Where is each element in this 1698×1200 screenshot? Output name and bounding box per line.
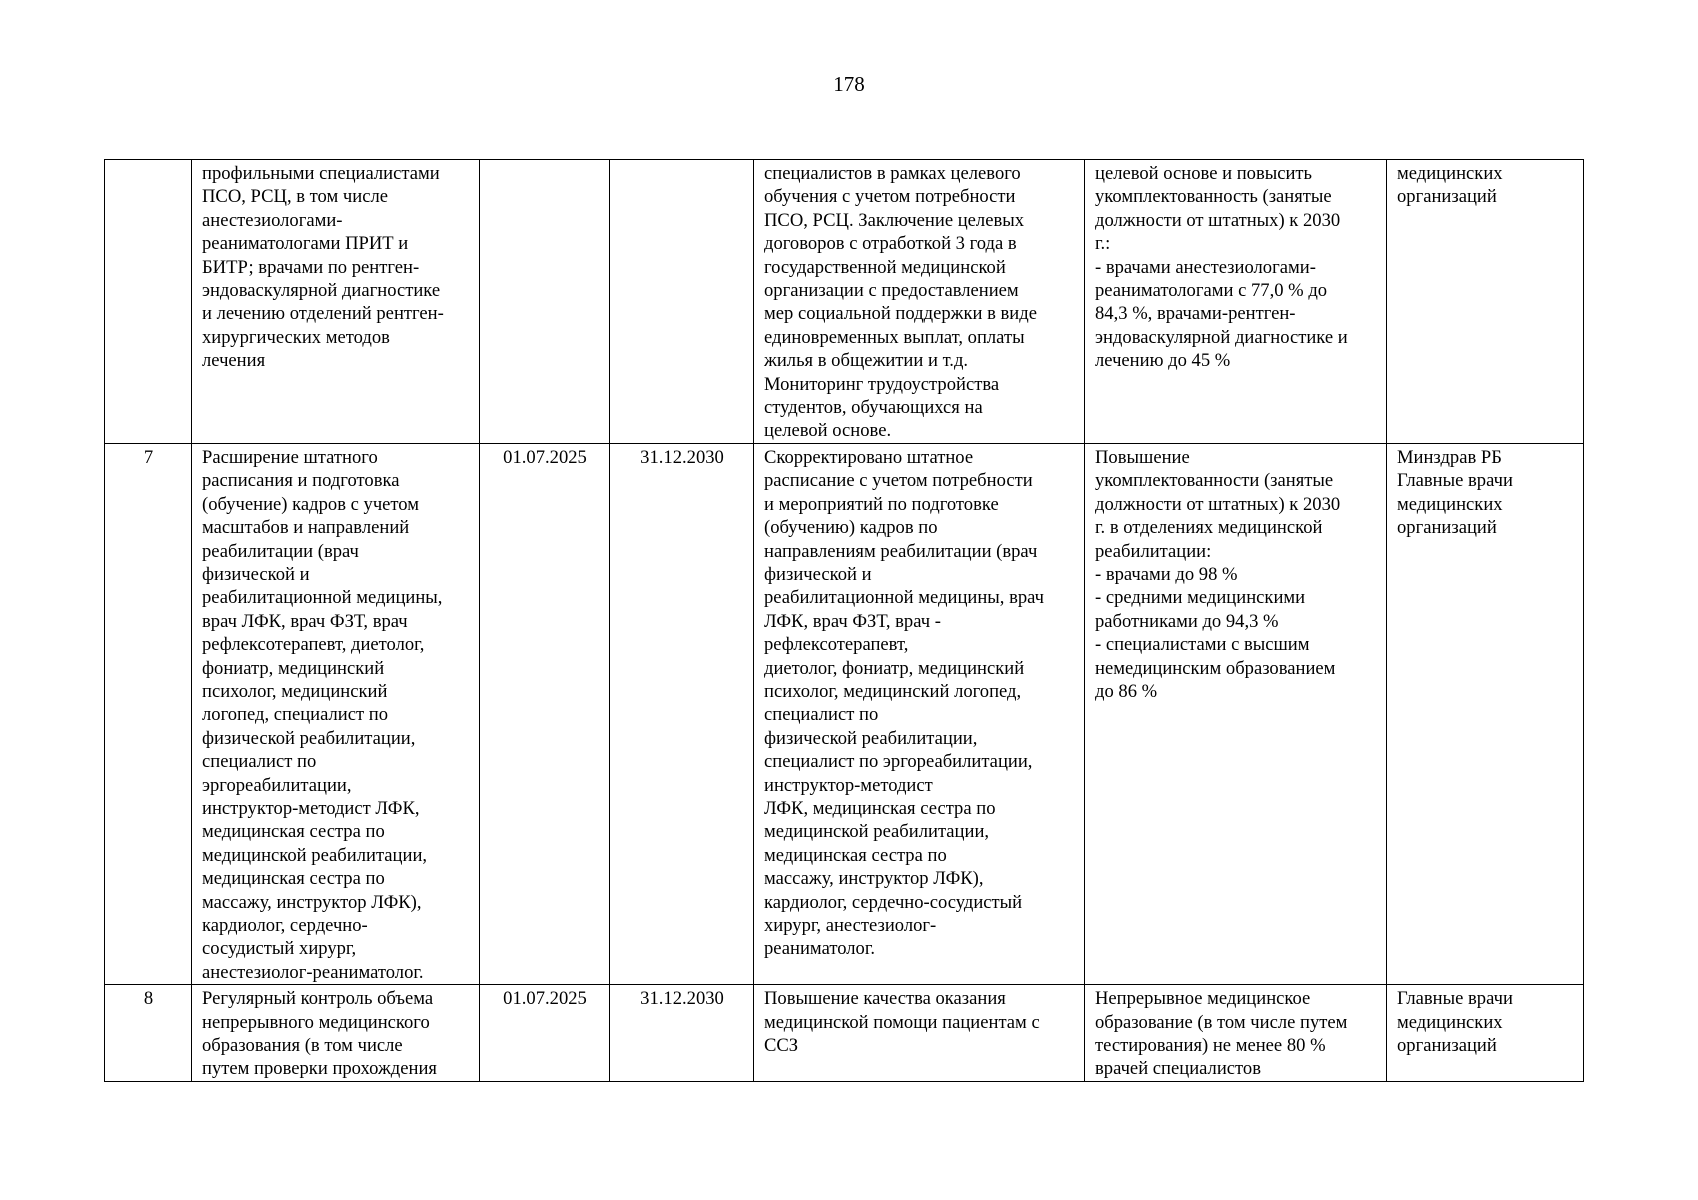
cell-text-line: реаниматологами с 77,0 % до: [1095, 280, 1328, 302]
cell-text-line: профильными специалистами: [202, 163, 440, 184]
cell-text-line: рефлексотерапевт, диетолог,: [202, 634, 425, 656]
cell-text-line: психолог, медицинский: [202, 680, 388, 702]
cell-text-line: физической реабилитации,: [764, 727, 978, 749]
cell-text-line: образование (в том числе путем: [1095, 1011, 1348, 1033]
cell-text-line: рефлексотерапевт,: [764, 634, 909, 656]
cell-text-line: Регулярный контроль объема: [202, 988, 434, 1010]
cell-text-line: медицинская сестра по: [202, 868, 385, 890]
cell-text-line: реабилитации:: [1095, 540, 1212, 562]
cell-text-line: 84,3 %, врачами-рентген-: [1095, 303, 1296, 325]
row-number: 8: [105, 985, 192, 1082]
responsible-cell: [1387, 985, 1584, 1082]
cell-text-line: г. в отделениях медицинской: [1095, 517, 1323, 539]
cell-text-line: ПСО, РСЦ. Заключение целевых: [764, 209, 1025, 231]
cell-text-line: эндоваскулярной диагностике: [202, 280, 441, 302]
cell-text-line: государственной медицинской: [764, 256, 1006, 278]
cell-text-line: врач ЛФК, врач ФЗТ, врач: [202, 610, 408, 632]
cell-text-line: специалистов в рамках целевого: [764, 163, 1021, 184]
cell-text-line: обучения с учетом потребности: [764, 186, 1016, 208]
cell-text-line: Главные врачи: [1397, 988, 1513, 1010]
cell-text-line: путем проверки прохождения: [202, 1058, 437, 1080]
cell-text-line: организаций: [1397, 1035, 1497, 1057]
cell-text-line: организации с предоставлением: [764, 280, 1019, 302]
event-cell: [192, 443, 480, 984]
cell-text-line: Скорректировано штатное: [764, 446, 974, 468]
responsible-cell: [1387, 160, 1584, 444]
cell-text-line: хирург, анестезиолог-: [764, 915, 937, 936]
cell-text-line: логопед, специалист по: [202, 704, 389, 726]
cell-text-line: работниками до 94,3 %: [1095, 610, 1279, 632]
responsible-cell: [1387, 443, 1584, 984]
cell-text-line: лечения: [202, 350, 266, 372]
indicator-cell: [1085, 160, 1387, 444]
cell-text-line: специалист по: [764, 704, 879, 726]
cell-text-line: тестирования) не менее 80 %: [1095, 1035, 1326, 1057]
cell-text-line: договоров с отработкой 3 года в: [764, 233, 1017, 255]
cell-text-line: - врачами до 98 %: [1095, 563, 1238, 585]
cell-text-line: физической реабилитации,: [202, 727, 416, 749]
end-date: [610, 160, 754, 444]
cell-text-line: Повышение: [1095, 446, 1190, 468]
cell-text-line: инструктор-методист: [764, 774, 933, 796]
table-row: [105, 443, 1584, 984]
plan-table-body: [105, 160, 1584, 1082]
start-date: 01.07.2025: [480, 985, 610, 1082]
cell-text-line: (обучение) кадров с учетом: [202, 493, 420, 515]
cell-text-line: массажу, инструктор ЛФК),: [202, 891, 422, 913]
cell-text-line: реабилитации (врач: [202, 540, 359, 562]
cell-text-line: медицинских: [1397, 163, 1503, 184]
cell-text-line: ЛФК, врач ФЗТ, врач -: [764, 610, 941, 632]
cell-text-line: анестезиолог-реаниматолог.: [202, 961, 424, 983]
cell-text-line: - средними медицинскими: [1095, 587, 1306, 609]
cell-text-line: г.:: [1095, 233, 1111, 255]
cell-text-line: анестезиологами-: [202, 209, 343, 231]
cell-text-line: Повышение качества оказания: [764, 988, 1006, 1010]
cell-text-line: - врачами анестезиологами-: [1095, 256, 1316, 278]
cell-text-line: медицинских: [1397, 493, 1503, 515]
cell-text-line: психолог, медицинский логопед,: [764, 680, 1022, 702]
result-cell: [754, 160, 1085, 444]
page-number: 178: [833, 72, 865, 96]
row-number: 7: [105, 443, 192, 984]
cell-text-line: сосудистый хирург,: [202, 938, 357, 960]
cell-text-line: специалист по: [202, 751, 317, 773]
cell-text-line: укомплектованности (занятые: [1095, 470, 1334, 492]
cell-text-line: жилья в общежитии и т.д.: [764, 350, 969, 372]
cell-text-line: и мероприятий по подготовке: [764, 493, 999, 515]
start-date: [480, 160, 610, 444]
cell-text-line: студентов, обучающихся на: [764, 397, 983, 419]
row-number: [105, 160, 192, 444]
cell-text-line: кардиолог, сердечно-: [202, 915, 368, 936]
cell-text-line: Минздрав РБ: [1397, 446, 1502, 468]
table-row: [105, 160, 1584, 444]
cell-text-line: организаций: [1397, 186, 1497, 208]
cell-text-line: эргореабилитации,: [202, 774, 352, 796]
cell-text-line: Главные врачи: [1397, 470, 1513, 492]
cell-text-line: целевой основе и повысить: [1095, 163, 1313, 184]
cell-text-line: должности от штатных) к 2030: [1095, 209, 1341, 231]
cell-text-line: медицинская сестра по: [202, 821, 385, 843]
cell-text-line: кардиолог, сердечно-сосудистый: [764, 891, 1023, 913]
cell-text-line: фониатр, медицинский: [202, 657, 385, 679]
cell-text-line: БИТР; врачами по рентген-: [202, 256, 420, 278]
cell-text-line: медицинской помощи пациентам с: [764, 1011, 1040, 1033]
end-date: 31.12.2030: [610, 985, 754, 1082]
cell-text-line: реабилитационной медицины, врач: [764, 587, 1045, 609]
cell-text-line: ЛФК, медицинская сестра по: [764, 797, 996, 819]
cell-text-line: должности от штатных) к 2030: [1095, 493, 1341, 515]
cell-text-line: специалист по эргореабилитации,: [764, 751, 1033, 773]
cell-text-line: и лечению отделений рентген-: [202, 303, 444, 325]
result-cell: [754, 443, 1085, 984]
cell-text-line: физической и: [764, 563, 872, 585]
cell-text-line: медицинская сестра по: [764, 844, 947, 866]
cell-text-line: расписание с учетом потребности: [764, 470, 1033, 492]
cell-text-line: ПСО, РСЦ, в том числе: [202, 186, 389, 208]
cell-text-line: расписания и подготовка: [202, 470, 400, 492]
cell-text-line: целевой основе.: [764, 420, 892, 442]
cell-text-line: хирургических методов: [202, 326, 390, 348]
cell-text-line: Расширение штатного: [202, 446, 378, 468]
cell-text-line: Непрерывное медицинское: [1095, 988, 1311, 1010]
end-date: 31.12.2030: [610, 443, 754, 984]
cell-text-line: направлениям реабилитации (врач: [764, 540, 1038, 562]
cell-text-line: мер социальной поддержки в виде: [764, 303, 1037, 325]
event-cell: [192, 985, 480, 1082]
cell-text-line: масштабов и направлений: [202, 517, 410, 539]
indicator-cell: [1085, 443, 1387, 984]
cell-text-line: до 86 %: [1095, 680, 1158, 702]
cell-text-line: физической и: [202, 563, 310, 585]
cell-text-line: медицинской реабилитации,: [202, 844, 428, 866]
cell-text-line: врачей специалистов: [1095, 1058, 1261, 1080]
cell-text-line: лечению до 45 %: [1095, 350, 1231, 372]
cell-text-line: медицинских: [1397, 1011, 1503, 1033]
cell-text-line: (обучению) кадров по: [764, 517, 938, 539]
cell-text-line: реаниматолог.: [764, 938, 876, 960]
cell-text-line: единовременных выплат, оплаты: [764, 326, 1025, 348]
cell-text-line: диетолог, фониатр, медицинский: [764, 657, 1025, 679]
cell-text-line: массажу, инструктор ЛФК),: [764, 868, 984, 890]
cell-text-line: немедицинским образованием: [1095, 657, 1336, 679]
start-date: 01.07.2025: [480, 443, 610, 984]
cell-text-line: организаций: [1397, 517, 1497, 539]
cell-text-line: реабилитационной медицины,: [202, 587, 443, 609]
indicator-cell: [1085, 985, 1387, 1082]
cell-text-line: непрерывного медицинского: [202, 1011, 430, 1033]
cell-text-line: эндоваскулярной диагностике и: [1095, 326, 1348, 348]
table-row: [105, 985, 1584, 1082]
cell-text-line: ССЗ: [764, 1035, 799, 1057]
cell-text-line: - специалистами с высшим: [1095, 634, 1310, 656]
cell-text-line: Мониторинг трудоустройства: [764, 373, 1000, 395]
cell-text-line: инструктор-методист ЛФК,: [202, 797, 420, 819]
cell-text-line: образования (в том числе: [202, 1035, 403, 1057]
cell-text-line: медицинской реабилитации,: [764, 821, 990, 843]
result-cell: [754, 985, 1085, 1082]
event-cell: [192, 160, 480, 444]
cell-text-line: реаниматологами ПРИТ и: [202, 233, 409, 255]
plan-table: [104, 159, 1584, 1082]
cell-text-line: укомплектованность (занятые: [1095, 186, 1332, 208]
